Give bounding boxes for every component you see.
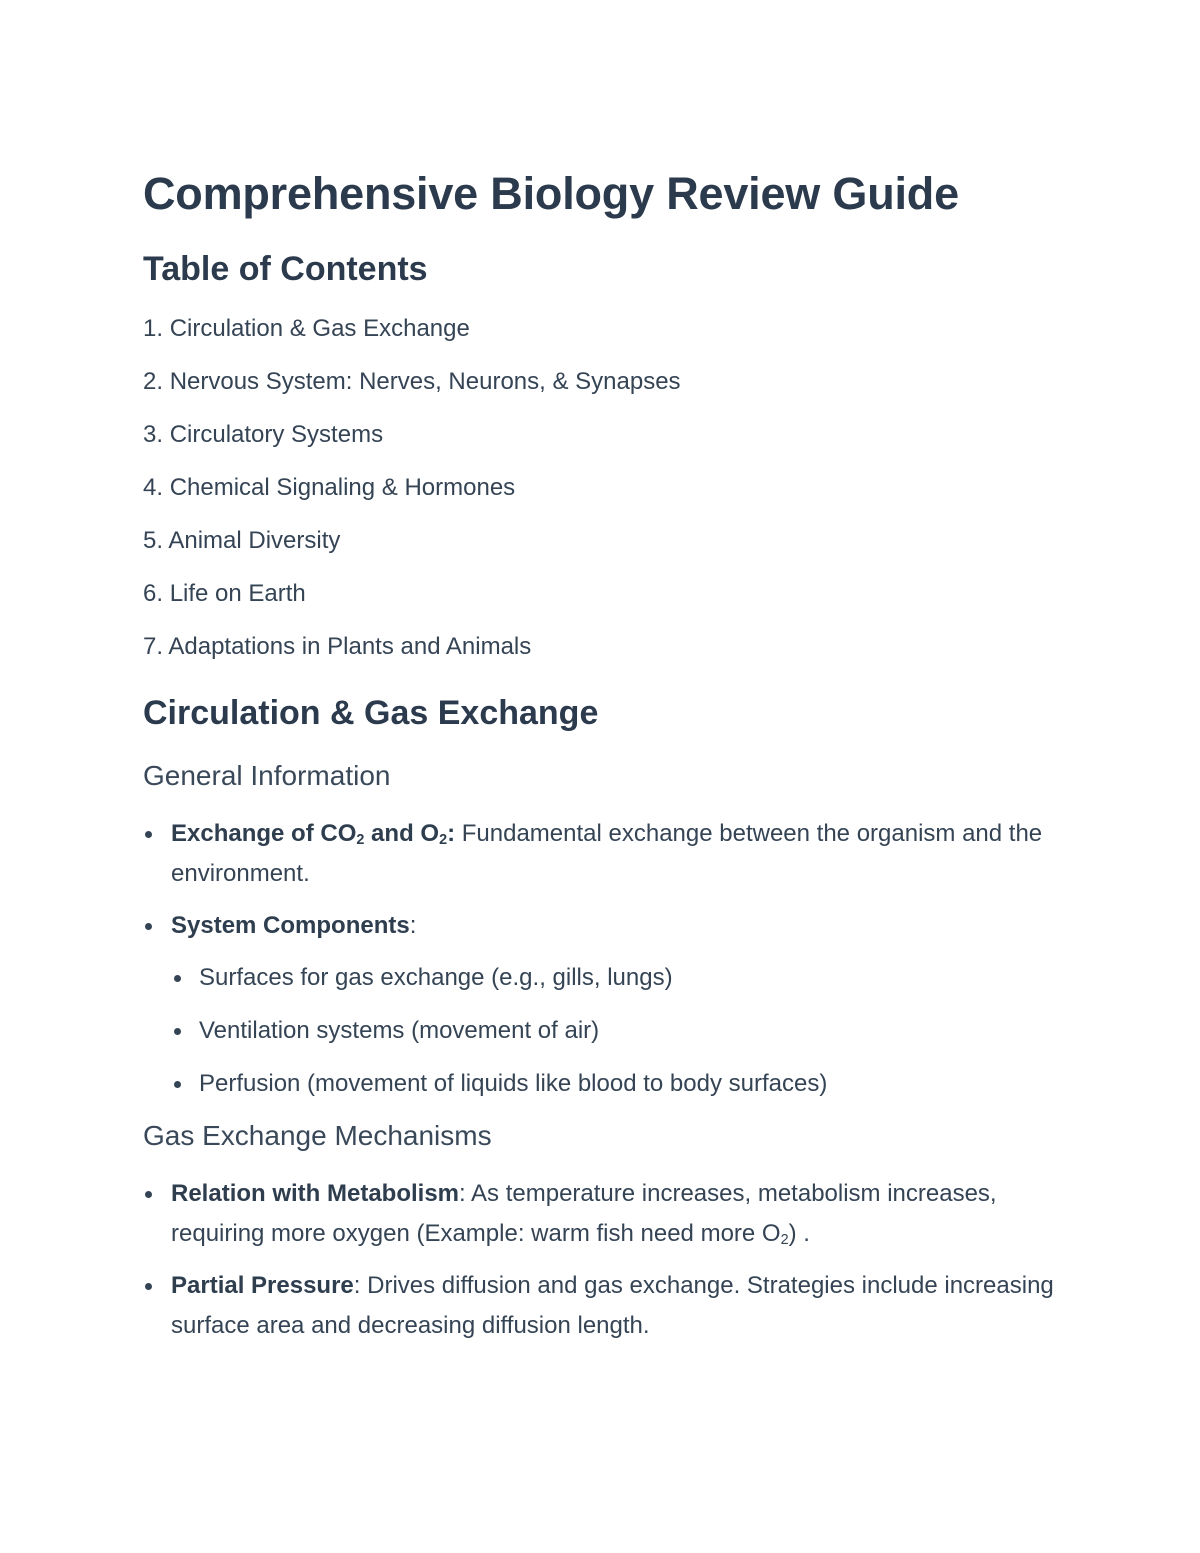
toc-item-label: Nervous System: Nerves, Neurons, & Synapses [169, 368, 681, 395]
sub-bullet-surfaces: Surfaces for gas exchange (e.g., gills, lungs) [171, 958, 1073, 998]
bullet-tail: ) . [788, 1220, 810, 1247]
bullet-colon: : [459, 1180, 466, 1207]
toc-item-label: Adaptations in Plants and Animals [168, 633, 532, 660]
toc-item-label: Circulation & Gas Exchange [169, 315, 470, 342]
bullet-colon: : [409, 912, 417, 939]
table-of-contents [143, 316, 1073, 660]
mechanisms-list [143, 1174, 1073, 1346]
subsection-heading-general: General Information [143, 760, 391, 791]
toc-item[interactable] [143, 634, 1073, 660]
bullet-term: Relation with Metabolism [171, 1180, 460, 1207]
bullet-pressure [143, 1266, 1073, 1346]
subsection-heading-mechanisms: Gas Exchange Mechanisms [143, 1120, 492, 1151]
toc-item[interactable] [143, 316, 1073, 342]
toc-item[interactable] [143, 581, 1073, 607]
bullet-term: System Components [171, 912, 410, 939]
document-page [143, 160, 1073, 1358]
general-info-list [143, 814, 1073, 1104]
bullet-components [143, 906, 1073, 1104]
toc-item-number: 1. [143, 315, 164, 342]
toc-item[interactable] [143, 422, 1073, 448]
toc-item[interactable] [143, 528, 1073, 554]
toc-item-label: Circulatory Systems [169, 421, 384, 448]
bullet-term: Exchange of $CO_2$ and $O_2$: [171, 820, 456, 848]
toc-item-number: 7. [143, 633, 164, 660]
bullet-text: As temperature increases, metabolism increases, requiring more oxygen (Example: warm fish need more O [171, 1180, 997, 1247]
toc-item-number: 3. [143, 421, 164, 448]
toc-item-number: 6. [143, 580, 164, 607]
section-heading: Circulation & Gas Exchange [143, 694, 599, 732]
components-sublist [171, 958, 1073, 1104]
toc-item[interactable] [143, 369, 1073, 395]
toc-item[interactable] [143, 475, 1073, 501]
bullet-text: Fundamental exchange between the organism and the environment. [171, 820, 1043, 887]
toc-item-number: 2. [143, 368, 164, 395]
sub-bullet-perfusion: Perfusion (movement of liquids like blood to body surfaces) [171, 1064, 1073, 1104]
bullet-colon: : [353, 1272, 361, 1299]
document-title: Comprehensive Biology Review Guide [143, 168, 959, 219]
sub-bullet-ventilation: Ventilation systems (movement of air) [171, 1011, 1073, 1051]
toc-heading: Table of Contents [143, 250, 428, 288]
toc-item-label: Life on Earth [169, 580, 306, 607]
toc-item-label: Chemical Signaling & Hormones [169, 474, 516, 501]
bullet-metabolism [143, 1174, 1073, 1254]
bullet-text: Drives diffusion and gas exchange. Strategies include increasing surface area and decreasing diffusion length. [171, 1272, 1054, 1339]
toc-item-number: 5. [143, 527, 164, 554]
bullet-term: Partial Pressure [171, 1272, 354, 1299]
bullet-exchange [143, 814, 1073, 894]
toc-item-label: Animal Diversity [168, 527, 341, 554]
toc-item-number: 4. [143, 474, 164, 501]
subscript: 2 [780, 1232, 789, 1248]
